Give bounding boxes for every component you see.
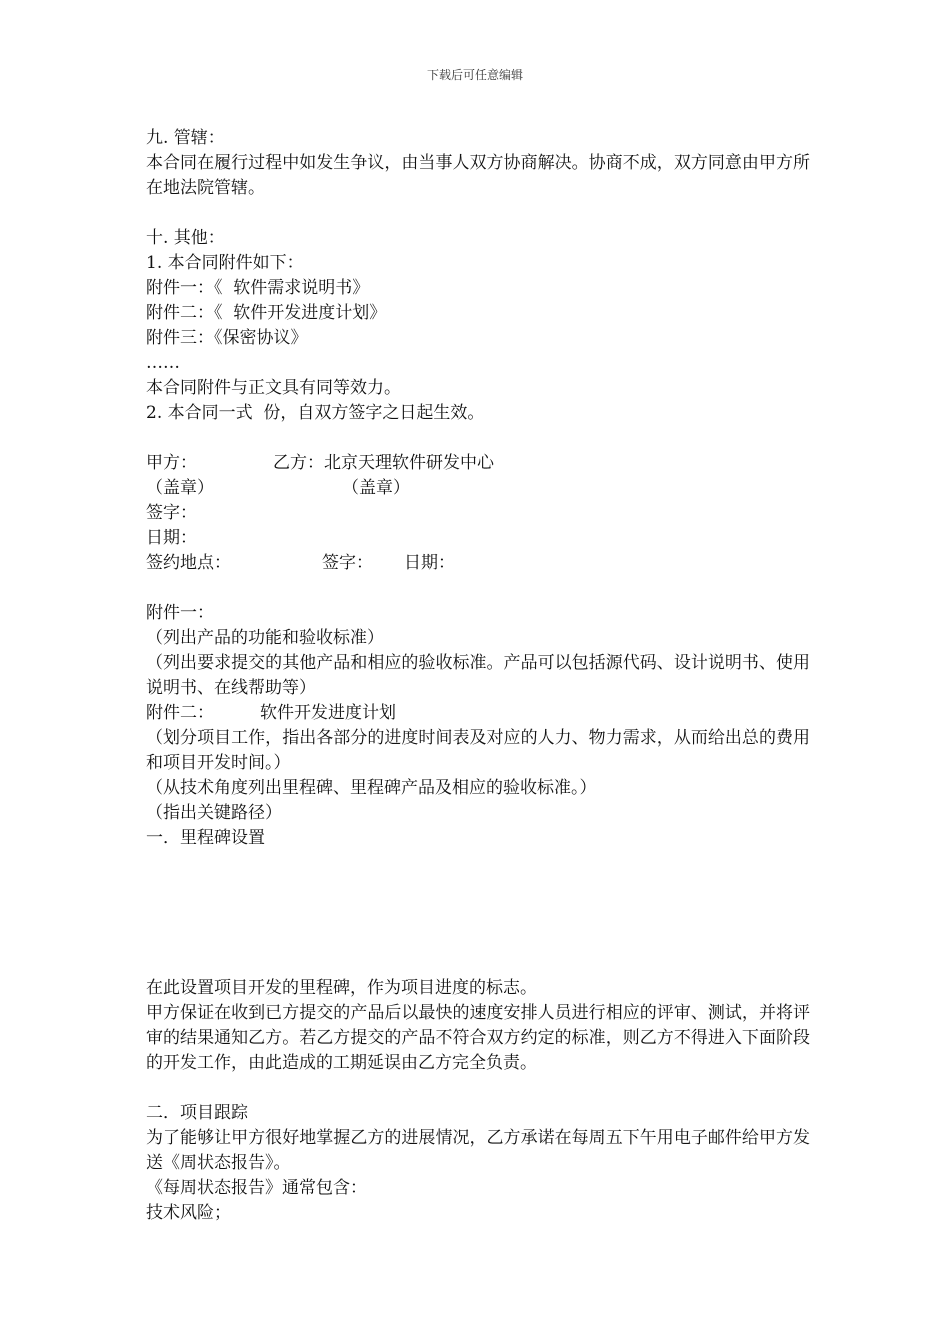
appendix-2-line-3: （指出关键路径） — [146, 803, 282, 823]
milestones-line-1: 在此设置项目开发的里程碑，作为项目进度的标志。 — [146, 978, 537, 998]
party-a-label: 甲方： — [146, 453, 197, 473]
party-row — [146, 451, 810, 476]
page-header: 下载后可任意编辑 — [426, 68, 523, 82]
milestones-title: 一．里程碑设置 — [146, 828, 265, 848]
party-b-label: 乙方：北京天理软件研发中心 — [273, 453, 494, 473]
seal-b-label: （盖章） — [342, 478, 410, 498]
appendix-1-title: 附件一： — [146, 603, 214, 623]
appendix-2-name: 软件开发进度计划 — [260, 703, 396, 723]
seal-row — [146, 476, 810, 501]
place-row — [146, 551, 810, 576]
appendix-2-line-2: （从技术角度列出里程碑、里程碑产品及相应的验收标准。） — [146, 778, 597, 798]
ellipsis: …… — [146, 353, 180, 373]
document-body — [146, 126, 810, 1226]
sign-label-2: 签字： — [322, 553, 373, 573]
attachment-3: 附件三：《保密协议》 — [146, 328, 308, 348]
attachment-1: 附件一：《 软件需求说明书》 — [146, 278, 370, 298]
tracking-title: 二．项目跟踪 — [146, 1103, 248, 1123]
milestones-line-2: 甲方保证在收到已方提交的产品后以最快的速度安排人员进行相应的评审、测试，并将评审的结果通知乙方。若乙方提交的产品不符合双方约定的标准，则乙方不得进入下面阶段的开发工作，由此造成的工期延误由乙方完全负责。 — [146, 1003, 810, 1073]
appendix-2-line-1: （划分项目工作，指出各部分的进度时间表及对应的人力、物力需求，从而给出总的费用和项目开发时间。） — [146, 728, 810, 773]
tracking-line-3: 技术风险； — [146, 1203, 231, 1223]
sign-label: 签字： — [146, 503, 197, 523]
section-10-title: 十. 其他： — [146, 228, 225, 248]
tracking-line-2: 《每周状态报告》通常包含： — [146, 1178, 367, 1198]
section-9-title: 九. 管辖： — [146, 128, 225, 148]
appendix-2-title-row — [146, 701, 810, 726]
place-label: 签约地点： — [146, 553, 231, 573]
date-label: 日期： — [146, 528, 197, 548]
date-label-2: 日期： — [404, 553, 455, 573]
appendix-2-label: 附件二： — [146, 703, 214, 723]
appendix-1-line-1: （列出产品的功能和验收标准） — [146, 628, 384, 648]
section-10-item-2: 2. 本合同一式 份，自双方签字之日起生效。 — [146, 403, 485, 423]
section-9-body: 本合同在履行过程中如发生争议，由当事人双方协商解决。协商不成，双方同意由甲方所在地法院管辖。 — [146, 153, 810, 198]
equal-effect-clause: 本合同附件与正文具有同等效力。 — [146, 378, 401, 398]
tracking-line-1: 为了能够让甲方很好地掌握乙方的进展情况，乙方承诺在每周五下午用电子邮件给甲方发送《周状态报告》。 — [146, 1128, 810, 1173]
seal-a-label: （盖章） — [146, 478, 214, 498]
section-10-item-1: 1. 本合同附件如下： — [146, 253, 304, 273]
attachment-2: 附件二：《 软件开发进度计划》 — [146, 303, 387, 323]
appendix-1-line-2: （列出要求提交的其他产品和相应的验收标准。产品可以包括源代码、设计说明书、使用说明书、在线帮助等） — [146, 653, 810, 698]
